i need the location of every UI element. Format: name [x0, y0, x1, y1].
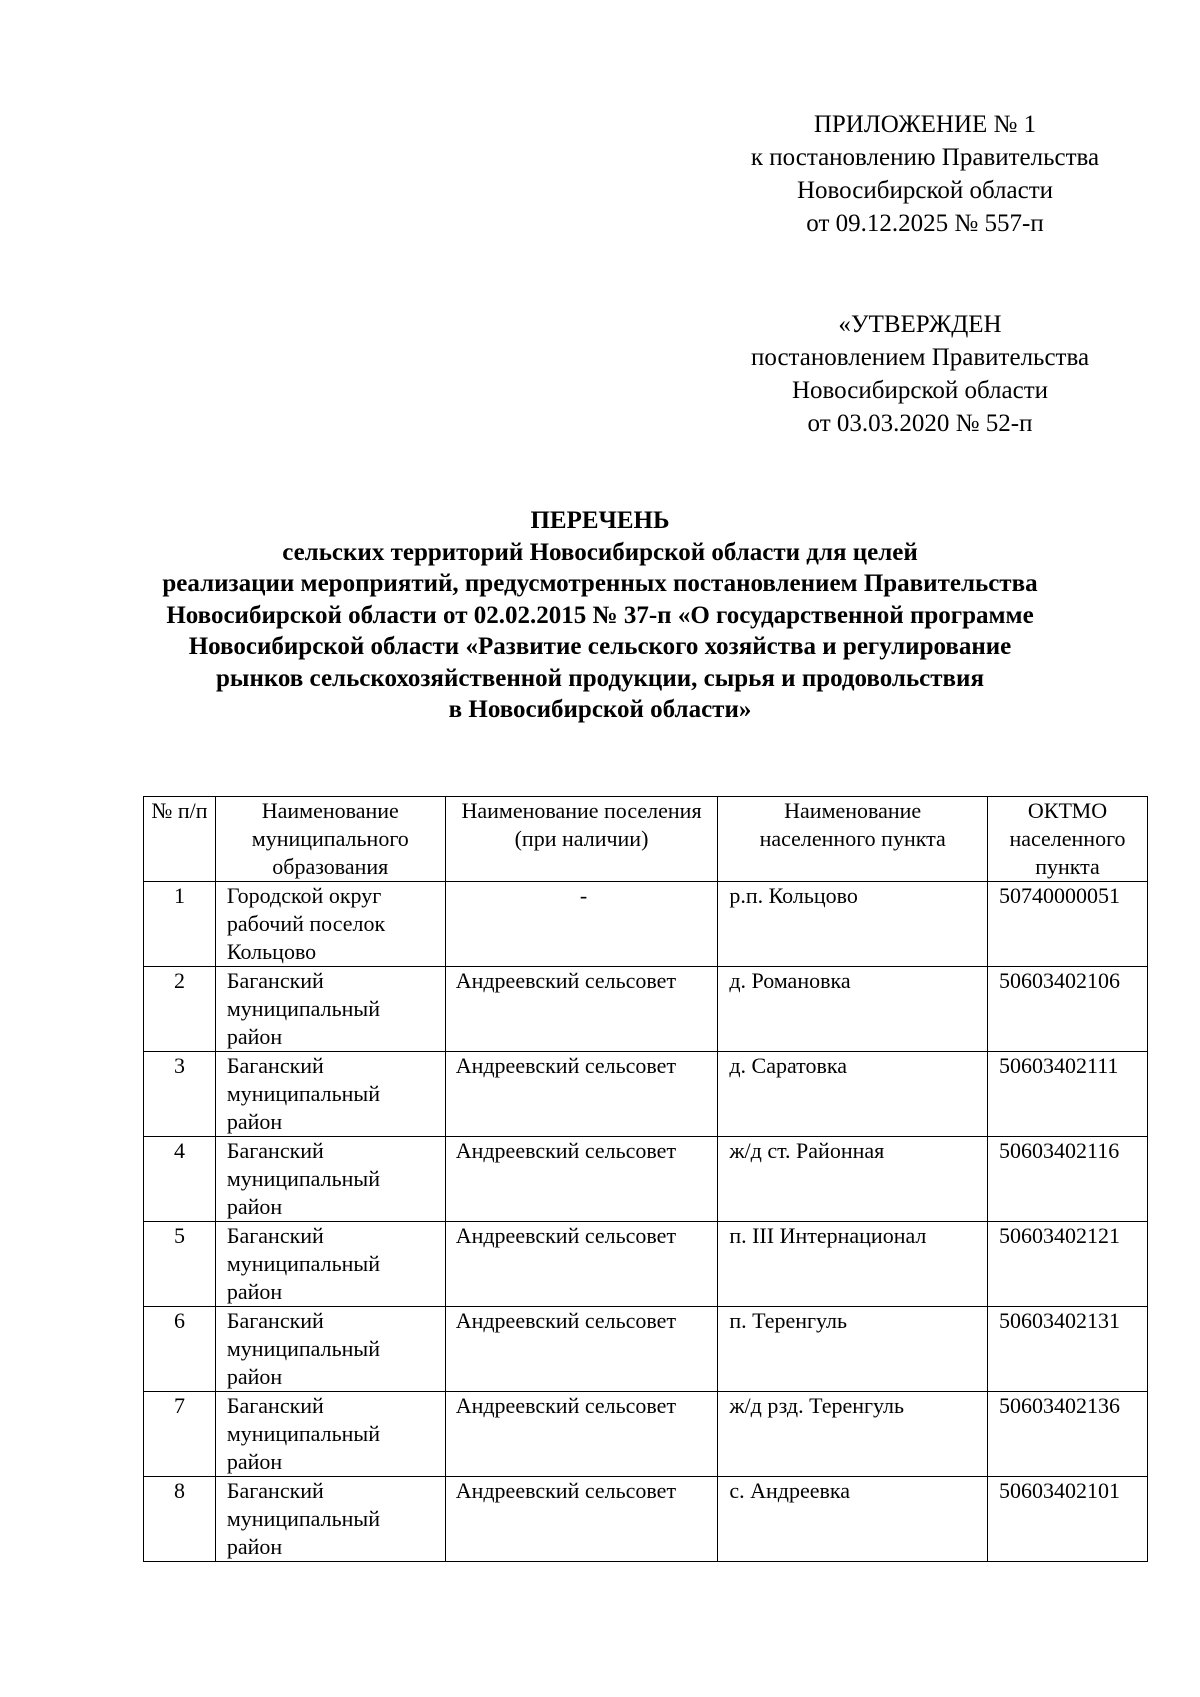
table-row — [144, 1392, 1148, 1477]
cell-locality: р.п. Кольцово — [718, 882, 988, 967]
cell-municipality: Баганский муниципальный район — [215, 1052, 445, 1137]
cell-municipality: Баганский муниципальный район — [215, 1307, 445, 1392]
header-municipality: Наименование муниципального образования — [215, 797, 445, 882]
attachment-date: от 09.12.2025 № 557-п — [806, 210, 1044, 237]
cell-num: 4 — [144, 1137, 216, 1222]
cell-oktmo: 50603402106 — [988, 967, 1148, 1052]
title-line: Новосибирской области «Развитие сельского хозяйства и регулирование — [188, 633, 1012, 660]
cell-settlement: Андреевский сельсовет — [445, 1477, 718, 1562]
cell-municipality: Баганский муниципальный район — [215, 967, 445, 1052]
approval-reference: постановлением Правительства — [750, 344, 1090, 371]
cell-locality: ж/д ст. Районная — [718, 1137, 988, 1222]
cell-num: 8 — [144, 1477, 216, 1562]
cell-settlement: Андреевский сельсовет — [445, 1052, 718, 1137]
approval-region: Новосибирской области — [791, 377, 1049, 404]
cell-municipality: Баганский муниципальный район — [215, 1477, 445, 1562]
table-header-row — [144, 797, 1148, 882]
cell-num: 3 — [144, 1052, 216, 1137]
cell-oktmo: 50603402111 — [988, 1052, 1148, 1137]
attachment-reference: к постановлению Правительства — [750, 144, 1100, 171]
cell-num: 5 — [144, 1222, 216, 1307]
attachment-region: Новосибирской области — [796, 177, 1054, 204]
table-row — [144, 1477, 1148, 1562]
cell-num: 7 — [144, 1392, 216, 1477]
cell-locality: п. III Интернационал — [718, 1222, 988, 1307]
table-row — [144, 1222, 1148, 1307]
title-line: реализации мероприятий, предусмотренных постановлением Правительства — [162, 570, 1038, 597]
cell-settlement: - — [445, 882, 718, 967]
attachment-header — [700, 108, 1150, 240]
cell-oktmo: 50603402101 — [988, 1477, 1148, 1562]
cell-locality: с. Андреевка — [718, 1477, 988, 1562]
cell-settlement: Андреевский сельсовет — [445, 1392, 718, 1477]
cell-oktmo: 50603402131 — [988, 1307, 1148, 1392]
table-row — [144, 1052, 1148, 1137]
title-line: в Новосибирской области» — [448, 696, 752, 723]
header-locality: Наименование населенного пункта — [718, 797, 988, 882]
approval-stamp — [700, 308, 1140, 440]
title-line: Новосибирской области от 02.02.2015 № 37-п «О государственной программе — [166, 601, 1034, 629]
title-line: сельских территорий Новосибирской области для целей — [282, 538, 918, 566]
cell-locality: ж/д рзд. Теренгуль — [718, 1392, 988, 1477]
cell-settlement: Андреевский сельсовет — [445, 1307, 718, 1392]
table-row — [144, 967, 1148, 1052]
approval-date: от 03.03.2020 № 52-п — [807, 410, 1033, 437]
header-oktmo: ОКТМО населенного пункта — [988, 797, 1148, 882]
cell-num: 6 — [144, 1307, 216, 1392]
header-num: № п/п — [144, 797, 216, 882]
cell-settlement: Андреевский сельсовет — [445, 967, 718, 1052]
table-row — [144, 882, 1148, 967]
cell-municipality: Баганский муниципальный район — [215, 1392, 445, 1477]
cell-municipality: Баганский муниципальный район — [215, 1222, 445, 1307]
table-row — [144, 1307, 1148, 1392]
cell-settlement: Андреевский сельсовет — [445, 1137, 718, 1222]
cell-num: 1 — [144, 882, 216, 967]
cell-oktmo: 50603402121 — [988, 1222, 1148, 1307]
cell-oktmo: 50603402116 — [988, 1137, 1148, 1222]
approval-title: «УТВЕРЖДЕН — [838, 311, 1002, 338]
cell-locality: п. Теренгуль — [718, 1307, 988, 1392]
cell-municipality: Баганский муниципальный район — [215, 1137, 445, 1222]
title-heading: ПЕРЕЧЕНЬ — [530, 507, 670, 534]
cell-oktmo: 50740000051 — [988, 882, 1148, 967]
territories-table — [143, 796, 1148, 1562]
cell-settlement: Андреевский сельсовет — [445, 1222, 718, 1307]
cell-municipality: Городской округ рабочий поселок Кольцово — [215, 882, 445, 967]
cell-locality: д. Саратовка — [718, 1052, 988, 1137]
cell-oktmo: 50603402136 — [988, 1392, 1148, 1477]
attachment-number: ПРИЛОЖЕНИЕ № 1 — [813, 111, 1037, 138]
table-row — [144, 1137, 1148, 1222]
document-title — [100, 505, 1100, 726]
title-line: рынков сельскохозяйственной продукции, сырья и продовольствия — [216, 664, 984, 692]
header-settlement: Наименование поселения (при наличии) — [445, 797, 718, 882]
cell-locality: д. Романовка — [718, 967, 988, 1052]
cell-num: 2 — [144, 967, 216, 1052]
